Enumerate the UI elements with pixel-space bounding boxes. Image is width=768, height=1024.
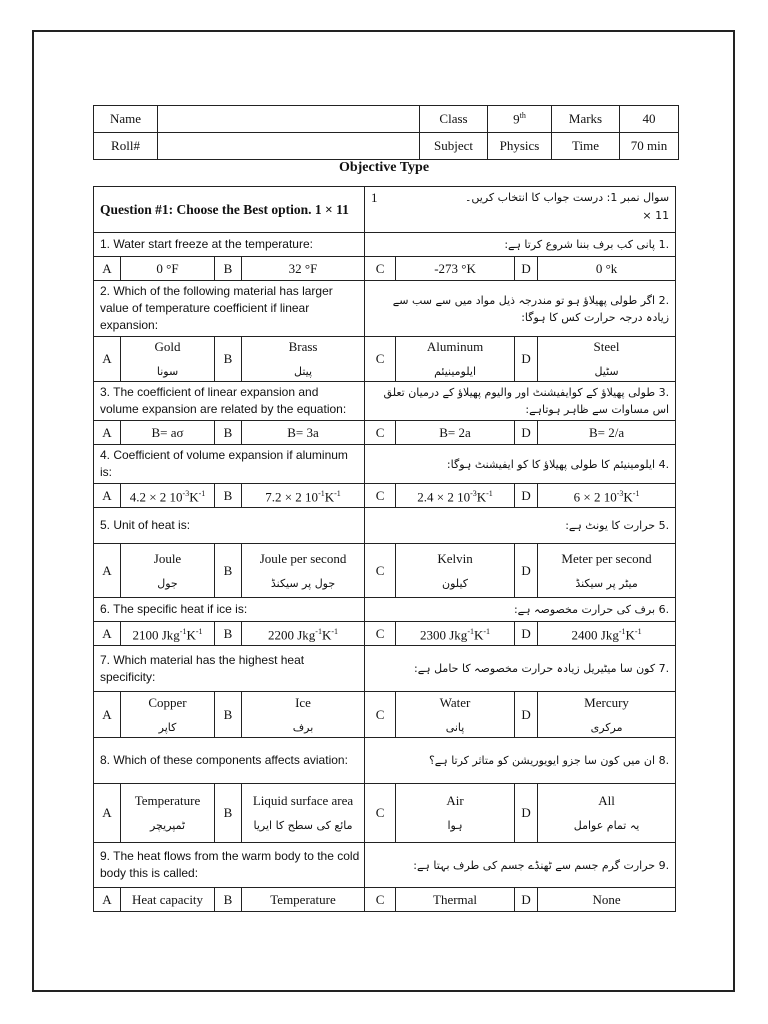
option-letter: B (215, 484, 242, 508)
option-text-urdu: کاپر (158, 720, 177, 734)
student-info-table (93, 105, 679, 160)
question-text: 1. Water start freeze at the temperature: (94, 233, 365, 257)
question-text-urdu: .6 برف کی حرارت مخصوصہ ہے: (365, 598, 676, 622)
option-text: Kelvin (437, 550, 473, 566)
option-choice[interactable] (242, 784, 365, 843)
question-text-urdu: .1 پانی کب برف بننا شروع کرتا ہے: (365, 233, 676, 257)
option-letter: C (365, 888, 396, 912)
option-letter: A (94, 622, 121, 646)
option-unit: K (186, 627, 196, 643)
option-text-urdu: یہ تمام عوامل (573, 819, 640, 832)
option-letter: B (215, 544, 242, 598)
option-text: -273 °K (434, 261, 476, 276)
marks-value: 40 (620, 106, 679, 133)
option-text-urdu: پانی (445, 720, 465, 734)
option-choice[interactable] (121, 337, 215, 382)
option-text-urdu: سونا (156, 365, 179, 378)
question-text-urdu: .7 کون سا میٹیریل زیادہ حرارت مخصوصہ کا حامل ہے: (365, 646, 676, 692)
option-choice[interactable] (538, 784, 676, 843)
option-choice[interactable] (242, 337, 365, 382)
roll-label: Roll# (94, 133, 158, 160)
option-choice[interactable] (121, 484, 215, 508)
question-text: 7. Which material has the highest heat specificity: (94, 646, 365, 692)
option-unit: K (189, 489, 199, 505)
option-letter: D (515, 544, 538, 598)
option-text: 7.2 × 2 10 (265, 489, 319, 505)
option-text: 2.4 × 2 10 (417, 489, 471, 505)
time-label: Time (552, 133, 620, 160)
option-letter: A (94, 337, 121, 382)
option-choice[interactable] (538, 337, 676, 382)
option-text-urdu: ٹمپریچر (149, 819, 186, 832)
option-letter: A (94, 257, 121, 281)
option-exponent: -3 (616, 489, 624, 499)
option-letter: A (94, 888, 121, 912)
option-choice[interactable] (121, 421, 215, 445)
option-text-urdu: ہوا (447, 819, 463, 832)
option-text: Brass (288, 339, 318, 354)
option-choice[interactable] (396, 784, 515, 843)
option-unit: K (321, 627, 332, 643)
question1-heading-urdu (365, 187, 676, 233)
subject-label: Subject (420, 133, 488, 160)
question-text: 5. Unit of heat is: (94, 508, 365, 544)
option-exponent: -1 (179, 627, 187, 637)
option-letter: D (515, 337, 538, 382)
question-text: 3. The coefficient of linear expansion and volume expansion are related by the equation: (94, 382, 365, 421)
option-text: Liquid surface area (252, 793, 354, 808)
option-text: Copper (148, 694, 187, 710)
option-choice[interactable] (396, 622, 515, 646)
question-text-urdu: .9 حرارت گرم جسم سے ٹھنڈے جسم کی طرف بہتا ہے: (365, 843, 676, 888)
option-text: All (598, 793, 615, 808)
option-letter: B (215, 622, 242, 646)
name-field[interactable] (158, 106, 420, 133)
option-unit-exponent: -1 (198, 489, 206, 499)
option-choice[interactable] (538, 257, 676, 281)
option-choice[interactable] (121, 257, 215, 281)
option-text: Aluminum (426, 339, 484, 354)
option-unit: K (625, 627, 635, 643)
option-unit-exponent: -1 (486, 489, 493, 499)
option-choice[interactable] (396, 257, 515, 281)
option-letter: A (94, 544, 121, 598)
option-text: Temperature (134, 793, 201, 808)
option-text: 6 × 2 10 (573, 489, 617, 505)
option-letter: A (94, 784, 121, 843)
option-text-urdu: برف (292, 720, 314, 734)
question-text: 8. Which of these components affects aviation: (94, 738, 365, 784)
option-text: Steel (593, 339, 620, 354)
time-value: 70 min (620, 133, 679, 160)
option-letter: B (215, 888, 242, 912)
option-unit-exponent: -1 (634, 627, 642, 637)
option-text: B= 2/a (588, 425, 625, 440)
question-text: 4. Coefficient of volume expansion if aluminum is: (94, 445, 365, 484)
option-unit-exponent: -1 (632, 489, 640, 499)
option-choice[interactable] (242, 544, 365, 598)
option-letter: B (215, 784, 242, 843)
question-text: 6. The specific heat if ice is: (94, 598, 365, 622)
option-letter: D (515, 692, 538, 738)
option-unit: K (324, 489, 335, 505)
option-text: B= 3a (287, 425, 319, 440)
option-letter: B (215, 337, 242, 382)
question-text-urdu: .8 ان میں کون سا جزو ایویوریشن کو متاثر کرتا ہے؟ (365, 738, 676, 784)
option-text: 0 °k (595, 261, 618, 276)
option-text-urdu: مائع کی سطح کا ایریا (253, 819, 353, 832)
option-letter: C (365, 257, 396, 281)
option-exponent: -3 (182, 489, 190, 499)
option-choice[interactable] (121, 544, 215, 598)
option-text: None (592, 892, 621, 907)
option-choice[interactable] (396, 421, 515, 445)
question-text-urdu: .5 حرارت کا یونٹ ہے: (365, 508, 676, 544)
option-text: B= 2a (439, 425, 471, 440)
option-text: 2300 Jkg (420, 627, 468, 643)
question1-number: 1 (371, 190, 378, 205)
option-letter: C (365, 421, 396, 445)
question-text: 2. Which of the following material has larger value of temperature coefficient if linear expansion: (94, 281, 365, 337)
question1-heading: Question #1: Choose the Best option. 1 × 11 (94, 187, 365, 233)
option-letter: D (515, 484, 538, 508)
option-letter: C (365, 484, 396, 508)
option-text-urdu: جول پر سیکنڈ (270, 576, 336, 590)
option-letter: C (365, 337, 396, 382)
option-letter: B (215, 257, 242, 281)
option-letter: D (515, 888, 538, 912)
name-label: Name (94, 106, 158, 133)
option-letter: D (515, 421, 538, 445)
class-value: 9th (488, 106, 552, 133)
option-text-urdu: مرکری (590, 720, 623, 734)
option-text-urdu: جول (157, 576, 178, 590)
option-text: Ice (295, 694, 311, 710)
option-text: 2400 Jkg (571, 627, 619, 643)
option-text: Water (439, 694, 471, 710)
option-choice[interactable] (242, 692, 365, 738)
option-exponent: -3 (470, 489, 477, 499)
option-letter: C (365, 544, 396, 598)
option-exponent: -1 (618, 627, 626, 637)
option-choice[interactable] (121, 784, 215, 843)
option-choice[interactable] (121, 888, 215, 912)
option-choice[interactable] (538, 484, 676, 508)
option-letter: D (515, 784, 538, 843)
option-unit-exponent: -1 (331, 627, 339, 637)
option-letter: A (94, 692, 121, 738)
option-choice[interactable] (242, 622, 365, 646)
option-text: Gold (154, 339, 181, 354)
option-exponent: -1 (318, 489, 325, 499)
option-choice[interactable] (538, 692, 676, 738)
option-choice[interactable] (396, 888, 515, 912)
option-choice[interactable] (396, 692, 515, 738)
option-text: B= aσ (151, 425, 184, 440)
option-exponent: -1 (467, 627, 474, 637)
question1-urdu-marks: 11 × (642, 209, 670, 222)
option-choice[interactable] (396, 484, 515, 508)
option-choice[interactable] (538, 622, 676, 646)
option-text: Temperature (270, 892, 336, 907)
option-text: 2100 Jkg (132, 627, 180, 643)
option-choice[interactable] (242, 421, 365, 445)
option-choice[interactable] (121, 622, 215, 646)
option-letter: C (365, 784, 396, 843)
subject-value: Physics (488, 133, 552, 160)
option-choice[interactable] (242, 888, 365, 912)
option-choice[interactable] (242, 484, 365, 508)
option-text-urdu: پیتل (294, 365, 313, 378)
option-choice[interactable] (242, 257, 365, 281)
question-text-urdu: .2 اگر طولی پھیلاؤ ہو تو مندرجہ ذیل مواد میں سے سب سے زیادہ درجہ حرارت کس کا ہوگا: (365, 281, 676, 337)
question-text: 9. The heat flows from the warm body to the cold body this is called: (94, 843, 365, 888)
option-letter: A (94, 421, 121, 445)
option-letter: B (215, 692, 242, 738)
option-text: Mercury (584, 694, 629, 710)
option-text: Joule (153, 550, 182, 566)
option-unit: K (476, 489, 487, 505)
option-unit-exponent: -1 (483, 627, 491, 637)
question1-urdu-text: سوال نمبر 1: درست جواب کا انتخاب کریں۔ (464, 191, 670, 204)
option-choice[interactable] (538, 888, 676, 912)
option-text-urdu: ایلومینیئم (434, 365, 476, 378)
option-unit-exponent: -1 (334, 489, 341, 499)
question-text-urdu: .3 طولی پھیلاؤ کے کوایفیشنٹ اور والیوم پھیلاؤ کے درمیان تعلق اس مساوات سے ظاہر ہوتاہے: (365, 382, 676, 421)
questions-table (93, 186, 676, 912)
section-title: Objective Type (338, 160, 430, 175)
option-text-urdu: کیلون (442, 576, 469, 590)
option-exponent: -1 (315, 627, 322, 637)
class-label: Class (420, 106, 488, 133)
option-unit: K (623, 489, 633, 505)
option-letter: D (515, 257, 538, 281)
option-text: Meter per second (561, 550, 652, 566)
option-unit-exponent: -1 (195, 627, 203, 637)
option-letter: C (365, 692, 396, 738)
option-text: Joule per second (259, 550, 347, 566)
option-choice[interactable] (396, 337, 515, 382)
option-text: Thermal (433, 892, 478, 907)
option-letter: B (215, 421, 242, 445)
option-letter: A (94, 484, 121, 508)
marks-label: Marks (552, 106, 620, 133)
option-choice[interactable] (121, 692, 215, 738)
option-letter: D (515, 622, 538, 646)
option-text: 0 °F (156, 261, 179, 276)
option-choice[interactable] (538, 421, 676, 445)
option-unit: K (473, 627, 484, 643)
option-text: 4.2 × 2 10 (129, 489, 183, 505)
option-text: Air (446, 793, 464, 808)
option-letter: C (365, 622, 396, 646)
option-text-urdu: سٹیل (594, 365, 619, 378)
option-text: 2200 Jkg (267, 627, 316, 643)
option-text: 32 °F (288, 261, 318, 276)
option-choice[interactable] (396, 544, 515, 598)
option-text-urdu: میٹر پر سیکنڈ (575, 576, 638, 590)
roll-field[interactable] (158, 133, 420, 160)
question-text-urdu: .4 ایلومینیئم کا طولی پھیلاؤ کا کو ایفیشنٹ ہوگا: (365, 445, 676, 484)
option-text: Heat capacity (131, 892, 204, 907)
option-choice[interactable] (538, 544, 676, 598)
